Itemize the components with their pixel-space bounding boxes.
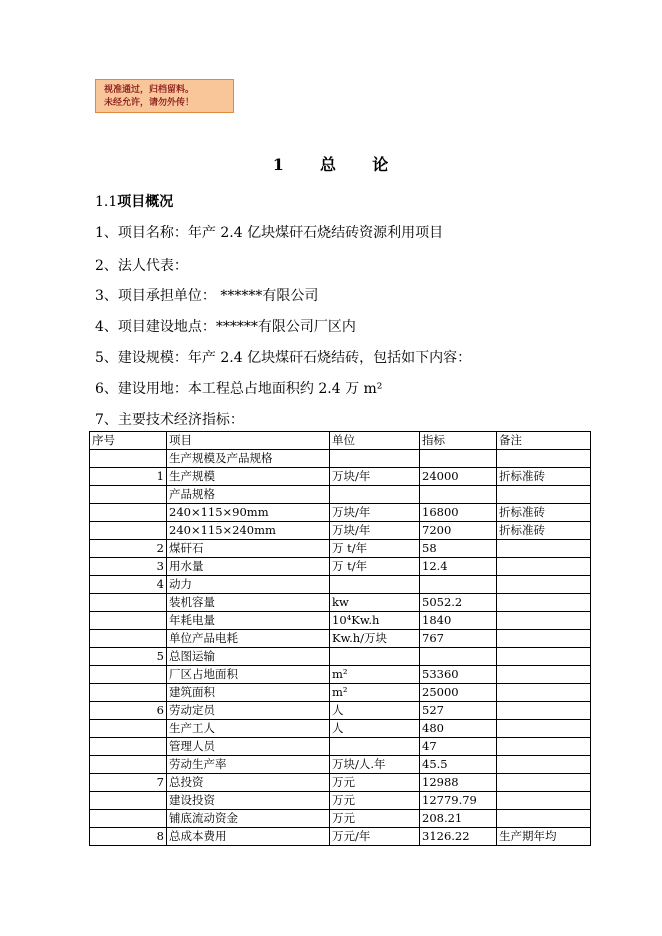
cell-note <box>497 648 591 666</box>
table-row <box>90 810 591 828</box>
cell-item: 管理人员 <box>167 738 330 756</box>
cell-note <box>497 738 591 756</box>
cell-item: 240×115×240mm <box>167 522 330 540</box>
cell-value: 12988 <box>420 774 497 792</box>
cell-unit: m² <box>330 666 420 684</box>
cell-note <box>497 486 591 504</box>
cell-item: 建筑面积 <box>167 684 330 702</box>
cell-no <box>90 756 167 774</box>
cell-item: 单位产品电耗 <box>167 630 330 648</box>
table-row <box>90 576 591 594</box>
header-unit: 单位 <box>330 432 420 450</box>
table-row <box>90 450 591 468</box>
cell-note <box>497 702 591 720</box>
cell-no <box>90 684 167 702</box>
table-row <box>90 684 591 702</box>
cell-item: 厂区占地面积 <box>167 666 330 684</box>
cell-value: 12.4 <box>420 558 497 576</box>
cell-item: 生产规模 <box>167 468 330 486</box>
cell-value: 24000 <box>420 468 497 486</box>
cell-unit: 万块/人.年 <box>330 756 420 774</box>
section-heading <box>95 191 173 211</box>
cell-unit <box>330 576 420 594</box>
item-location: 4、项目建设地点：******有限公司厂区内 <box>95 319 356 335</box>
cell-no: 2 <box>90 540 167 558</box>
cell-item: 年耗电量 <box>167 612 330 630</box>
item-legal-rep: 2、法人代表： <box>95 258 188 274</box>
cell-unit: 10⁴Kw.h <box>330 612 420 630</box>
cell-no: 4 <box>90 576 167 594</box>
cell-note <box>497 792 591 810</box>
cell-unit: Kw.h/万块 <box>330 630 420 648</box>
notice-line-1: 视准通过，归档留料。 <box>104 85 195 95</box>
indicators-table <box>89 431 591 846</box>
table-row <box>90 702 591 720</box>
cell-note <box>497 450 591 468</box>
cell-note <box>497 594 591 612</box>
cell-no <box>90 504 167 522</box>
cell-value: 480 <box>420 720 497 738</box>
cell-value: 208.21 <box>420 810 497 828</box>
cell-unit: 万块/年 <box>330 504 420 522</box>
cell-unit: m² <box>330 684 420 702</box>
cell-note <box>497 774 591 792</box>
cell-no <box>90 666 167 684</box>
cell-item: 总投资 <box>167 774 330 792</box>
cell-value: 767 <box>420 630 497 648</box>
cell-item: 动力 <box>167 576 330 594</box>
table-row <box>90 612 591 630</box>
item-project-name: 1、项目名称：年产 2.4 亿块煤矸石烧结砖资源利用项目 <box>95 225 444 241</box>
cell-value: 45.5 <box>420 756 497 774</box>
cell-item: 装机容量 <box>167 594 330 612</box>
table-row <box>90 666 591 684</box>
cell-note <box>497 576 591 594</box>
table-row <box>90 774 591 792</box>
cell-value <box>420 486 497 504</box>
cell-unit: 万元 <box>330 810 420 828</box>
cell-no: 3 <box>90 558 167 576</box>
cell-value <box>420 450 497 468</box>
cell-item: 劳动定员 <box>167 702 330 720</box>
table-row <box>90 828 591 846</box>
table-row <box>90 630 591 648</box>
table-header-row <box>90 432 591 450</box>
header-no: 序号 <box>90 432 167 450</box>
item-scale: 5、建设规模：年产 2.4 亿块煤矸石烧结砖，包括如下内容： <box>95 350 472 366</box>
section-title: 项目概况 <box>117 194 174 210</box>
cell-value: 5052.2 <box>420 594 497 612</box>
cell-unit: 万块/年 <box>330 522 420 540</box>
cell-item: 总成本费用 <box>167 828 330 846</box>
cell-unit: 万 t/年 <box>330 558 420 576</box>
cell-no <box>90 738 167 756</box>
table-row <box>90 738 591 756</box>
cell-value <box>420 576 497 594</box>
cell-no: 6 <box>90 702 167 720</box>
cell-no <box>90 522 167 540</box>
cell-note <box>497 666 591 684</box>
cell-item: 总图运输 <box>167 648 330 666</box>
table-row <box>90 756 591 774</box>
cell-no: 7 <box>90 774 167 792</box>
cell-no <box>90 450 167 468</box>
cell-no <box>90 612 167 630</box>
cell-note <box>497 558 591 576</box>
item-undertaking-unit: 3、项目承担单位： ******有限公司 <box>95 288 319 304</box>
cell-item: 生产工人 <box>167 720 330 738</box>
cell-value: 47 <box>420 738 497 756</box>
cell-item: 240×115×90mm <box>167 504 330 522</box>
table-row <box>90 594 591 612</box>
cell-unit <box>330 486 420 504</box>
section-number: 1.1 <box>95 194 118 210</box>
cell-value: 12779.79 <box>420 792 497 810</box>
cell-note <box>497 810 591 828</box>
cell-no <box>90 630 167 648</box>
item-indicators-heading: 7、主要技术经济指标： <box>95 412 244 428</box>
cell-unit <box>330 648 420 666</box>
cell-no <box>90 792 167 810</box>
cell-value: 527 <box>420 702 497 720</box>
chapter-title <box>0 152 662 175</box>
cell-note <box>497 540 591 558</box>
table-row <box>90 558 591 576</box>
cell-item: 产品规格 <box>167 486 330 504</box>
cell-note: 折标准砖 <box>497 504 591 522</box>
cell-no <box>90 810 167 828</box>
cell-item: 铺底流动资金 <box>167 810 330 828</box>
cell-value: 3126.22 <box>420 828 497 846</box>
header-value: 指标 <box>420 432 497 450</box>
cell-no <box>90 486 167 504</box>
cell-item: 生产规模及产品规格 <box>167 450 330 468</box>
item-land-use: 6、建设用地：本工程总占地面积约 2.4 万 m² <box>95 381 383 397</box>
cell-unit: 人 <box>330 720 420 738</box>
cell-value: 1840 <box>420 612 497 630</box>
chapter-word-1: 总 <box>320 155 338 174</box>
confidential-notice <box>95 79 234 113</box>
cell-unit: 万元/年 <box>330 828 420 846</box>
table-row <box>90 540 591 558</box>
notice-line-2: 未经允许，请勿外传！ <box>104 98 195 108</box>
header-item: 项目 <box>167 432 330 450</box>
table-row <box>90 486 591 504</box>
chapter-number: 1 <box>272 155 285 174</box>
cell-value: 53360 <box>420 666 497 684</box>
cell-item: 劳动生产率 <box>167 756 330 774</box>
cell-note: 生产期年均 <box>497 828 591 846</box>
cell-no <box>90 720 167 738</box>
cell-item: 煤矸石 <box>167 540 330 558</box>
table-row <box>90 522 591 540</box>
cell-no: 1 <box>90 468 167 486</box>
cell-note <box>497 630 591 648</box>
chapter-word-2: 论 <box>372 155 390 174</box>
cell-unit <box>330 738 420 756</box>
cell-note: 折标准砖 <box>497 468 591 486</box>
cell-no: 5 <box>90 648 167 666</box>
table-row <box>90 504 591 522</box>
cell-unit: 万元 <box>330 774 420 792</box>
cell-item: 用水量 <box>167 558 330 576</box>
cell-note <box>497 756 591 774</box>
cell-note <box>497 720 591 738</box>
cell-item: 建设投资 <box>167 792 330 810</box>
cell-unit: 万 t/年 <box>330 540 420 558</box>
cell-value: 25000 <box>420 684 497 702</box>
cell-unit: kw <box>330 594 420 612</box>
cell-no: 8 <box>90 828 167 846</box>
cell-value: 16800 <box>420 504 497 522</box>
table-row <box>90 648 591 666</box>
cell-unit <box>330 450 420 468</box>
cell-no <box>90 594 167 612</box>
cell-unit: 万元 <box>330 792 420 810</box>
cell-note <box>497 612 591 630</box>
cell-unit: 万块/年 <box>330 468 420 486</box>
cell-note <box>497 684 591 702</box>
cell-value <box>420 648 497 666</box>
cell-note: 折标准砖 <box>497 522 591 540</box>
cell-value: 7200 <box>420 522 497 540</box>
header-note: 备注 <box>497 432 591 450</box>
cell-value: 58 <box>420 540 497 558</box>
table-row <box>90 720 591 738</box>
table-row <box>90 468 591 486</box>
table-row <box>90 792 591 810</box>
cell-unit: 人 <box>330 702 420 720</box>
